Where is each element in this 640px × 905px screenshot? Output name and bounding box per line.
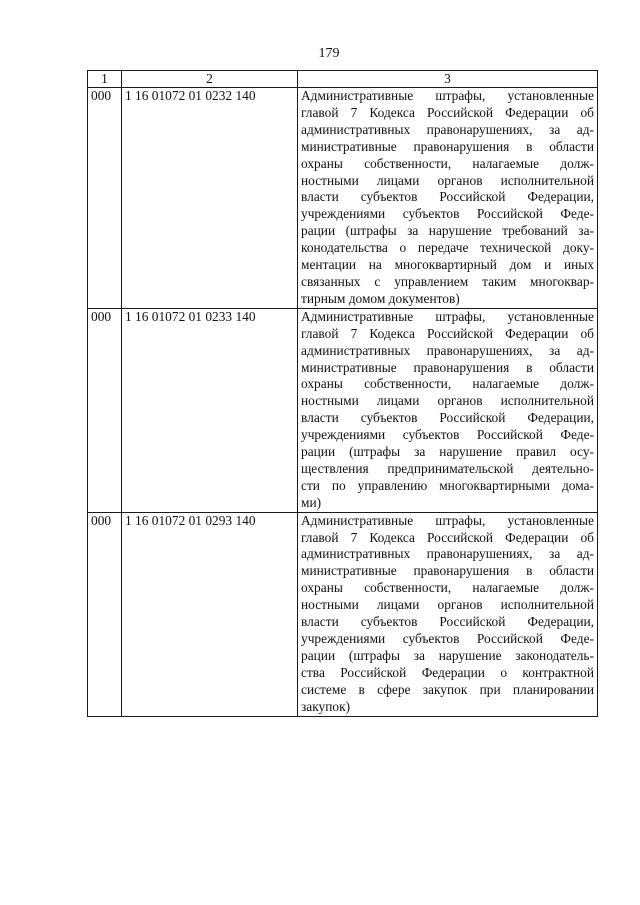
budget-classification-table xyxy=(87,70,598,717)
description-line: рации (штрафы за нарушение требований за- xyxy=(301,223,594,239)
description-line: ностными лицами органов исполнительной xyxy=(301,393,594,409)
budget-code-cell: 1 16 01072 01 0232 140 xyxy=(122,88,298,309)
description-line: главой 7 Кодекса Российской Федерации об xyxy=(301,325,594,341)
description-line: министративные правонарушения в области xyxy=(301,138,594,154)
column-header-3: 3 xyxy=(298,71,598,88)
column-header-1: 1 xyxy=(88,71,122,88)
description-line: конодательства о передаче технической доку- xyxy=(301,240,594,256)
description-line: охраны собственности, налагаемые долж- xyxy=(301,376,594,392)
description-line: административных правонарушениях, за ад- xyxy=(301,342,594,358)
description-line: ностными лицами органов исполнительной xyxy=(301,597,594,613)
description-cell xyxy=(298,88,598,309)
description-cell xyxy=(298,308,598,512)
description-line: учреждениями субъектов Российской Феде- xyxy=(301,206,594,222)
description-line: власти субъектов Российской Федерации, xyxy=(301,614,594,630)
description-line: охраны собственности, налагаемые долж- xyxy=(301,155,594,171)
description-line: учреждениями субъектов Российской Феде- xyxy=(301,631,594,646)
description-line: административных правонарушениях, за ад- xyxy=(301,546,594,562)
table-row xyxy=(88,88,598,309)
description-line: Административные штрафы, установленные xyxy=(301,308,594,324)
description-cell xyxy=(298,512,598,716)
admin-code-cell: 000 xyxy=(88,88,122,309)
description-line: системе в сфере закупок при планировании xyxy=(301,681,594,697)
description-line: рации (штрафы за нарушение законодатель- xyxy=(301,647,594,663)
description-line: ментации на многоквартирный дом и иных xyxy=(301,257,594,273)
description-line: главой 7 Кодекса Российской Федерации об xyxy=(301,529,594,545)
description-line: административных правонарушениях, за ад- xyxy=(301,121,594,137)
table-header-row xyxy=(88,71,598,88)
description-line: Административные штрафы, установленные xyxy=(301,88,594,103)
description-line: рации (штрафы за нарушение правил осу- xyxy=(301,444,594,460)
description-line: власти субъектов Российской Федерации, xyxy=(301,189,594,205)
table-body xyxy=(88,88,598,717)
description-line: учреждениями субъектов Российской Феде- xyxy=(301,427,594,443)
column-header-2: 2 xyxy=(122,71,298,88)
table-row xyxy=(88,512,598,716)
description-line: ства Российской Федерации о контрактной xyxy=(301,664,594,680)
description-line: закупок) xyxy=(301,698,351,714)
description-line: власти субъектов Российской Федерации, xyxy=(301,410,594,426)
page-number: 179 xyxy=(318,46,340,61)
description-line: главой 7 Кодекса Российской Федерации об xyxy=(301,104,594,120)
admin-code-cell: 000 xyxy=(88,512,122,716)
description-line: ществления предпринимательской деятельно- xyxy=(301,460,594,476)
budget-code-cell: 1 16 01072 01 0293 140 xyxy=(122,512,298,716)
description-line: Административные штрафы, установленные xyxy=(301,512,594,528)
admin-code-cell: 000 xyxy=(88,308,122,512)
description-line: министративные правонарушения в области xyxy=(301,359,594,375)
description-line: связанных с управлением таким многоквар- xyxy=(301,273,594,289)
description-line: ностными лицами органов исполнительной xyxy=(301,172,594,188)
description-line: сти по управлению многоквартирными дома- xyxy=(301,477,594,493)
description-line: охраны собственности, налагаемые долж- xyxy=(301,580,594,596)
description-line: ми) xyxy=(301,494,322,510)
budget-code-cell: 1 16 01072 01 0233 140 xyxy=(122,308,298,512)
description-line: министративные правонарушения в области xyxy=(301,563,594,579)
table-row xyxy=(88,308,598,512)
description-line: тирным домом документов) xyxy=(301,290,460,306)
